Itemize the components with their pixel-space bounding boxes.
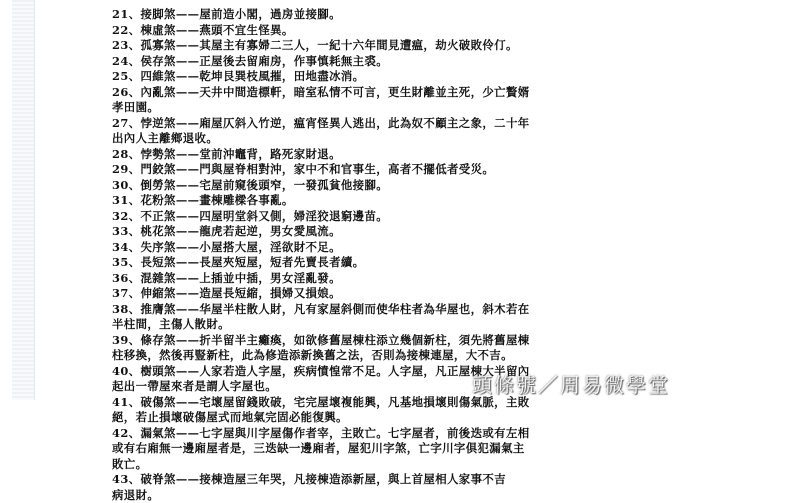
text-line: 出內人主離鄉退收。 — [112, 131, 752, 147]
text-line: 23、孤寡煞——其屋主有寡婦二三人，一紀十六年間見遭瘟，劫火破敗伶仃。 — [112, 38, 752, 54]
text-line: 42、漏氣煞——七字屋與川字屋傷作者宰，主敗亡。七字屋者，前後迭或有左相 — [112, 426, 752, 442]
watermark: 頭條號／周易微學堂 — [472, 372, 792, 398]
text-line: 絕，若止損壞破傷屋式而地氣完固必能復興。 — [112, 410, 752, 426]
text-line: 32、不正煞——四屋明堂斜又側，婦淫狡退窮邊苗。 — [112, 209, 752, 225]
text-line: 半柱間，主傷人散財。 — [112, 317, 752, 333]
text-line: 39、條存煞——折半留半主癱瘓，如欲修舊屋棟柱添立幾個新柱，須先將舊屋棟 — [112, 333, 752, 349]
text-line: 31、花粉煞——畫棟雕樑各事亂。 — [112, 193, 752, 209]
text-line: 33、桃花煞——龍虎若起逆，男女愛風流。 — [112, 224, 752, 240]
text-line: 敗亡。 — [112, 457, 752, 473]
text-line: 43、破脊煞——接棟造屋三年哭，凡接棟造添新屋，與上首屋相人家事不吉 — [112, 472, 752, 488]
text-line: 孝田園。 — [112, 100, 752, 116]
text-line: 22、棟虛煞——燕頭不宜生怪異。 — [112, 23, 752, 39]
text-line: 41、破傷煞——宅壞屋留錢敗破，宅完屋壞複能興，凡基地損壞則傷氣脈，主敗 — [112, 395, 752, 411]
text-line: 柱移換，然後再豎新柱，此為修造添新換舊之法，否則為接棟連屋，大不吉。 — [112, 348, 752, 364]
text-line: 34、失序煞——小屋搭大屋，淫欲財不足。 — [112, 240, 752, 256]
text-line: 起出一帶屋來者是謂人字屋也。 — [112, 379, 752, 395]
text-line: 40、樹頭煞——人家若造人字屋，疾病憤惶常不足。人字屋，凡正屋棟大半留內 — [112, 364, 752, 380]
text-line: 病退財。 — [112, 488, 752, 503]
text-line: 38、推膺煞——华屋半柱散人財，凡有家屋斜側而使华柱者為华屋也，斜木若在 — [112, 302, 752, 318]
document-text-body — [112, 7, 752, 399]
text-line: 35、長短煞——長屋夾短屋，短者先賣長者續。 — [112, 255, 752, 271]
text-line: 30、倒勞煞——宅屋前窺後頭窄，一發孤貧他接腳。 — [112, 178, 752, 194]
text-line: 36、混雜煞——上插並中插，男女淫亂發。 — [112, 271, 752, 287]
text-line: 26、內亂煞——天井中間造標軒，暗室私情不可言，更生財離並主死，少亡贅婿 — [112, 85, 752, 101]
text-line: 27、悖逆煞——廂屋仄斜入竹逆，瘟宵怪異人逃出，此為奴不顧主之象，二十年 — [112, 116, 752, 132]
text-line: 29、門鉸煞——門與屋脊相對沖，家中不和官事生，高者不擺低者受災。 — [112, 162, 752, 178]
text-line: 28、悖勢煞——堂前沖竈背，路死家財退。 — [112, 147, 752, 163]
text-line: 24、侯存煞——正屋後去留廂房，作事慎耗無主裘。 — [112, 54, 752, 70]
text-line: 21、接脚煞——屋前造小閣，過房並接腳。 — [112, 7, 752, 23]
text-line: 37、伸縮煞——造屋長短縮，損婦又損娘。 — [112, 286, 752, 302]
text-line: 25、四維煞——乾坤艮巽枝風摧，田地盡冰消。 — [112, 69, 752, 85]
left-scroll-rail — [12, 0, 35, 400]
text-line: 或有右廂無一邊廂屋者是，三迭缺一邊廂者，屋犯川字煞，亡字川字俱犯漏氣主 — [112, 441, 752, 457]
